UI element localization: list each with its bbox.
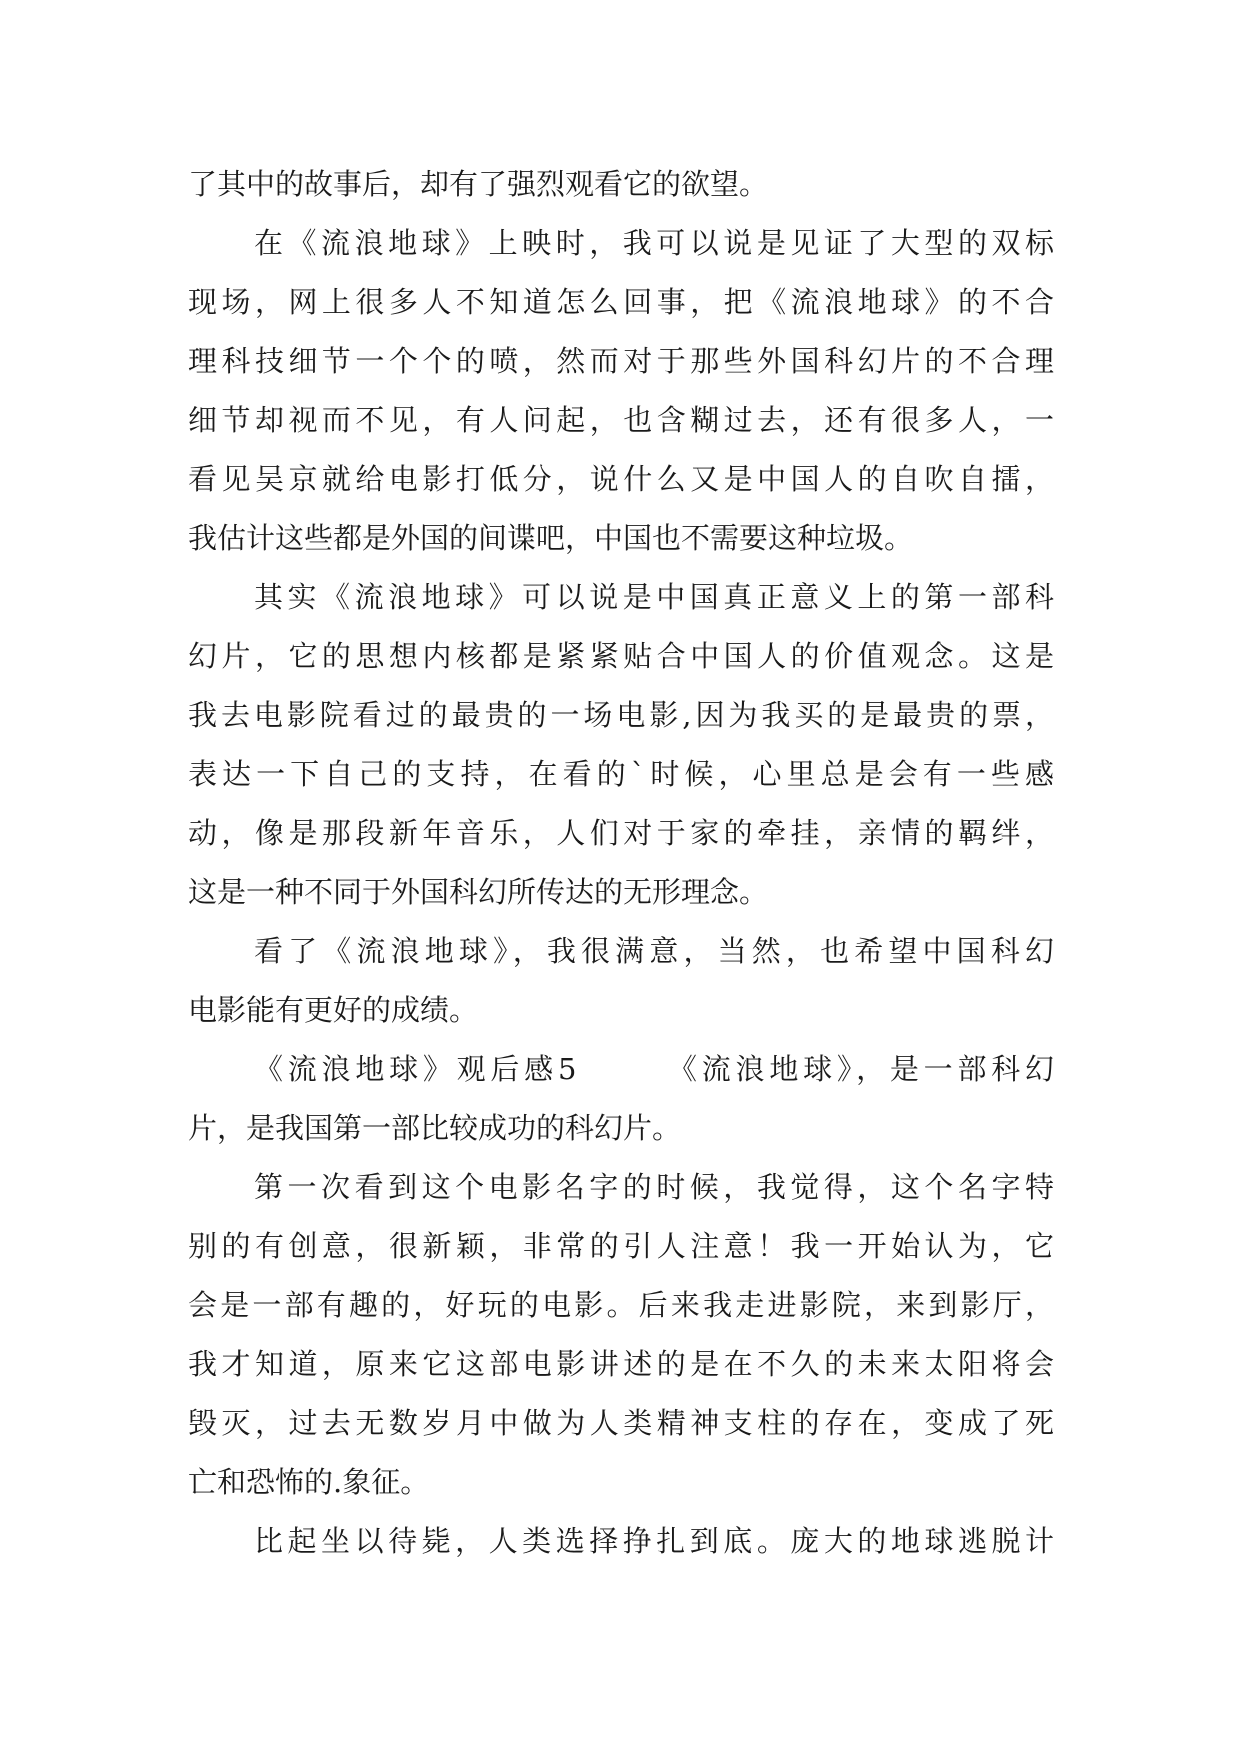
text-line: 片，是我国第一部比较成功的科幻片。 — [188, 1111, 682, 1145]
text-line: 看了《流浪地球》，我很满意，当然，也希望中国科幻 — [254, 934, 1054, 968]
text-line: 会是一部有趣的，好玩的电影。后来我走进影院，来到影厅， — [188, 1288, 1054, 1322]
text-line: 我才知道，原来它这部电影讲述的是在不久的未来太阳将会 — [188, 1347, 1054, 1381]
text-line: 毁灭，过去无数岁月中做为人类精神支柱的存在，变成了死 — [188, 1406, 1054, 1440]
text-line: 看见吴京就给电影打低分，说什么又是中国人的自吹自擂， — [188, 462, 1054, 496]
text-line: 在《流浪地球》上映时，我可以说是见证了大型的双标 — [254, 226, 1054, 260]
body-text — [188, 155, 1054, 1571]
text-line: 《流浪地球》观后感5 《流浪地球》，是一部科幻 — [254, 1052, 1054, 1086]
text-line: 动，像是那段新年音乐，人们对于家的牵挂，亲情的羁绊， — [188, 816, 1054, 850]
text-line: 我估计这些都是外国的间谍吧，中国也不需要这种垃圾。 — [188, 521, 914, 555]
text-line: 理科技细节一个个的喷，然而对于那些外国科幻片的不合理 — [188, 344, 1054, 378]
text-line: 别的有创意，很新颖，非常的引人注意！我一开始认为，它 — [188, 1229, 1054, 1263]
text-line: 比起坐以待毙，人类选择挣扎到底。庞大的地球逃脱计 — [254, 1524, 1054, 1558]
text-line: 其实《流浪地球》可以说是中国真正意义上的第一部科 — [254, 580, 1054, 614]
text-line: 幻片，它的思想内核都是紧紧贴合中国人的价值观念。这是 — [188, 639, 1054, 673]
text-line: 第一次看到这个电影名字的时候，我觉得，这个名字特 — [254, 1170, 1054, 1204]
text-line: 这是一种不同于外国科幻所传达的无形理念。 — [188, 875, 769, 909]
text-line: 表达一下自己的支持，在看的`时候，心里总是会有一些感 — [188, 757, 1054, 791]
text-line: 亡和恐怖的.象征。 — [188, 1465, 430, 1499]
text-line: 我去电影院看过的最贵的一场电影,因为我买的是最贵的票， — [188, 698, 1054, 732]
text-line: 电影能有更好的成绩。 — [188, 993, 479, 1027]
text-line: 细节却视而不见，有人问起，也含糊过去，还有很多人，一 — [188, 403, 1054, 437]
text-line: 现场，网上很多人不知道怎么回事，把《流浪地球》的不合 — [188, 285, 1054, 319]
text-line: 了其中的故事后，却有了强烈观看它的欲望。 — [188, 167, 769, 201]
